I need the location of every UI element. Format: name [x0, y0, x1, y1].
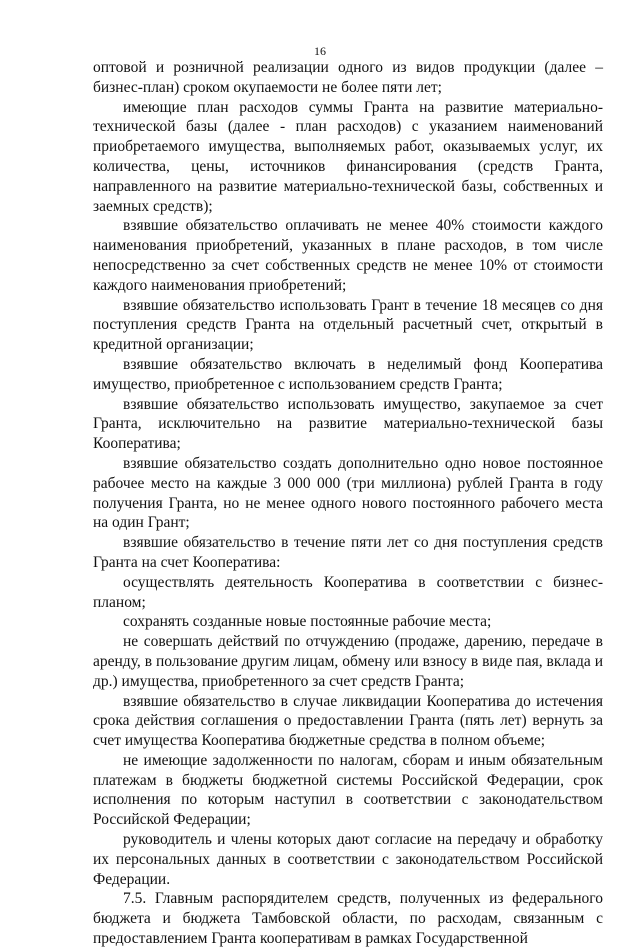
- paragraph: взявшие обязательство в случае ликвидации Кооператива до истечения срока действия соглашения о предоставлении Гранта (пять лет) вернуть за счет имущества Кооператива бюджетные средства в полном объеме;: [93, 692, 603, 750]
- paragraph: оптовой и розничной реализации одного из видов продукции (далее – бизнес-план) сроком окупаемости не более пяти лет;: [93, 59, 603, 96]
- paragraph: руководитель и члены которых дают согласие на передачу и обработку их персональных данных в соответствии с законодательством Российской Федерации.: [93, 831, 603, 888]
- paragraph: взявшие обязательство создать дополнительно одно новое постоянное рабочее место на каждые 3 000 000 (три миллиона) рублей Гранта в году получения Гранта, но не менее одного нового постоянного рабочего места на один Грант;: [93, 454, 603, 532]
- paragraph: не имеющие задолженности по налогам, сборам и иным обязательным платежам в бюджеты бюджетной системы Российской Федерации, срок исполнения по которым наступил в соответствии с законодательством Российской Федерации;: [93, 751, 603, 829]
- paragraph: 7.5. Главным распорядителем средств, полученных из федерального бюджета и бюджета Тамбовской области, по расходам, связанным с предоставлением Гранта кооперативам в рамках Государственной: [93, 890, 603, 948]
- paragraph: взявшие обязательство оплачивать не менее 40% стоимости каждого наименования приобретений, указанных в плане расходов, в том числе непосредственно за счет собственных средств не менее 10% от стоимости каждого наименования приобретений;: [93, 217, 603, 294]
- document-body: [93, 58, 603, 949]
- paragraph: взявшие обязательство в течение пяти лет со дня поступления средств Гранта на счет Кооператива:: [93, 534, 603, 571]
- paragraph: сохранять созданные новые постоянные рабочие места;: [123, 613, 492, 631]
- paragraph: взявшие обязательство использовать имущество, закупаемое за счет Гранта, исключительно на развитие материально-технической базы Кооператива;: [93, 395, 603, 453]
- paragraph: не совершать действий по отчуждению (продаже, дарению, передаче в аренду, в пользование другим лицам, обмену или взносу в виде пая, вклада и др.) имущества, приобретенного за счет средств Гранта;: [93, 633, 603, 690]
- paragraph: взявшие обязательство включать в неделимый фонд Кооператива имущество, приобретенное с использованием средств Гранта;: [93, 355, 603, 393]
- paragraph: имеющие план расходов суммы Гранта на развитие материально-технической базы (далее - план расходов) с указанием наименований приобретаемого имущества, выполняемых работ, оказываемых услуг, их количества, цены, источников финансирования (средств Гранта, направленного на развитие материально-технической базы, собственных и заемных средств);: [93, 98, 603, 215]
- paragraph: осуществлять деятельность Кооператива в соответствии с бизнес-планом;: [93, 573, 603, 611]
- paragraph: взявшие обязательство использовать Грант в течение 18 месяцев со дня поступления средств Гранта на отдельный расчетный счет, открытый в кредитной организации;: [93, 296, 603, 354]
- page-number: 16: [314, 44, 326, 58]
